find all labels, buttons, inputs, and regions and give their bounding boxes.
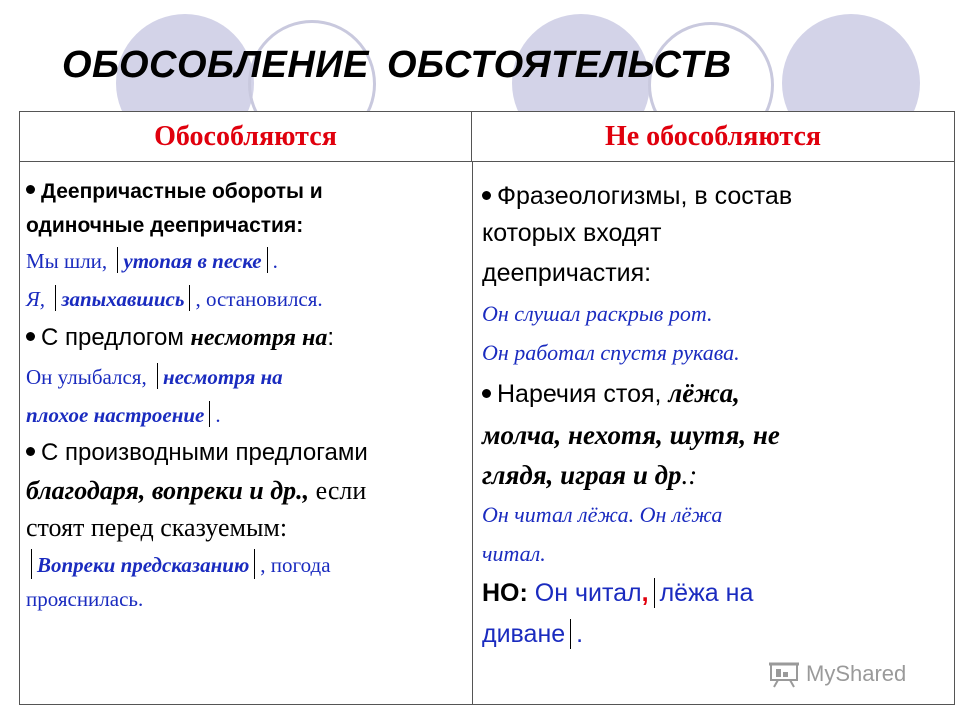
slide-title [62, 44, 732, 87]
rule-4-line-3: деепричастия: [482, 259, 652, 287]
example-8-line-1: НО: Он читал, лёжа на [482, 579, 754, 607]
example-5: Он слушал раскрыв рот. [482, 301, 713, 326]
rule-1-line-1: Деепричастные обороты и [26, 174, 468, 210]
rule-1-line-2: одиночные деепричастия: [26, 214, 304, 237]
presentation-board-icon [768, 660, 802, 688]
rules-table [19, 111, 955, 705]
left-column [26, 162, 468, 614]
bullet-icon [482, 191, 491, 200]
rule-4-line-1: Фразеологизмы, в состав [482, 178, 950, 215]
watermark-text: MyShared [806, 661, 907, 686]
rule-5-line-1: Наречия стоя, лёжа, [482, 372, 950, 415]
bullet-icon [26, 447, 35, 456]
header-isolated: Обособляются [20, 112, 472, 162]
example-2: Я, запыхавшись , остановился. [26, 287, 323, 311]
example-8-line-2: диване . [482, 620, 584, 648]
example-3-line-1: Он улыбался, несмотря на [26, 365, 283, 389]
header-not-isolated: Не обособляются [472, 112, 954, 162]
column-divider [472, 162, 473, 704]
rule-3-line-1: С производными предлогами [26, 434, 468, 472]
bullet-icon [26, 332, 35, 341]
example-1: Мы шли, утопая в песке . [26, 249, 278, 273]
bullet-icon [26, 185, 35, 194]
example-7-line-1: Он читал лёжа. Он лёжа [482, 502, 723, 527]
watermark [768, 660, 906, 688]
example-4-line-2: прояснилась. [26, 587, 144, 611]
rule-3-line-2: благодаря, вопреки и др., если [26, 476, 367, 505]
title-word-1: ОБОСОБЛЕНИЕ [62, 44, 369, 86]
right-column [482, 162, 950, 654]
example-7-line-2: читал. [482, 541, 546, 566]
rule-5-line-2: молча, нехотя, шутя, не [482, 420, 780, 450]
rule-2: С предлогом несмотря на: [26, 318, 468, 358]
rule-3-line-3: стоят перед сказуемым: [26, 513, 288, 542]
bullet-icon [482, 389, 491, 398]
rule-4-line-2: которых входят [482, 219, 662, 247]
example-4-line-1: Вопреки предсказанию , погода [26, 546, 468, 584]
example-6: Он работал спустя рукава. [482, 340, 740, 365]
example-3-line-2: плохое настроение . [26, 403, 221, 427]
rule-5-line-3: глядя, играя и др.: [482, 460, 698, 490]
title-word-2: ОБСТОЯТЕЛЬСТВ [386, 44, 732, 86]
